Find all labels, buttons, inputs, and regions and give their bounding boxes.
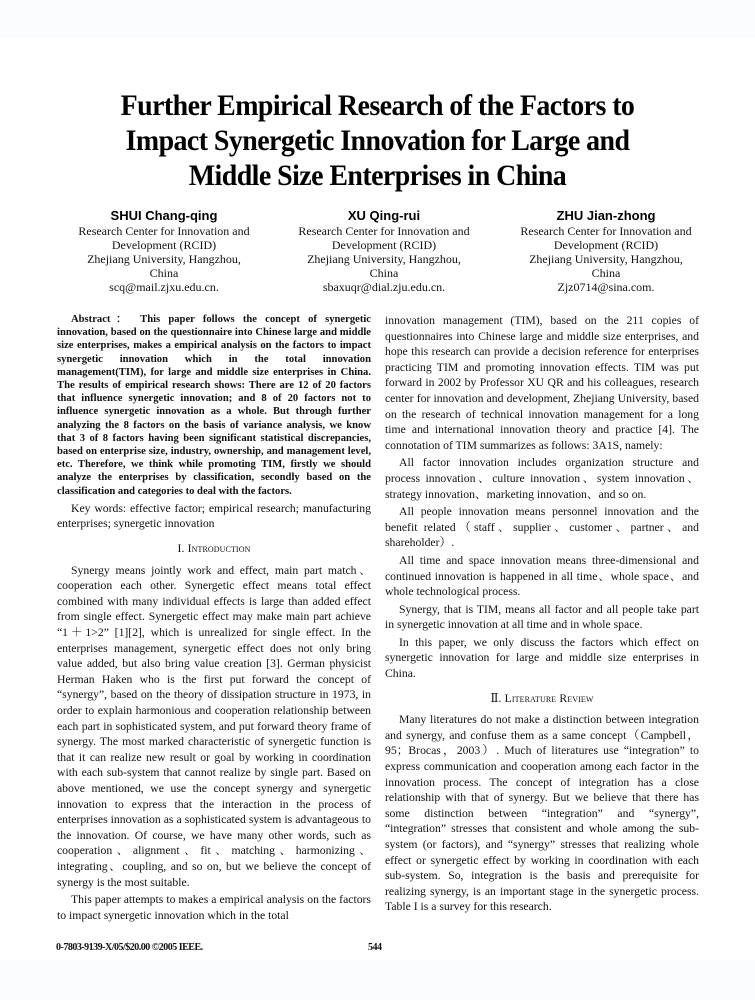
author-affiliation: Development (RCID) (111, 238, 217, 252)
keywords: Key words: effective factor; empirical research; manufacturing enterprises; synergetic innovation (57, 501, 371, 531)
section-heading-introduction: I. Introduction (177, 542, 251, 556)
paragraph-continued: innovation management (TIM), based on the 211 copies of questionnaires into Chinese large and middle size enterprises, and hope this research can provide a decision reference for enterprises practicing TIM and promoting innovation effects. TIM was put forward in 2002 by Professor XU QR and his colleagues, research center for innovation and development, Zhejiang University, based on the research of technical innovation management for a long time and international innovation theory and practice [4]. The connotation of TIM summarizes as follows: 3A1S, namely: (385, 314, 699, 452)
author-1 (44, 208, 284, 294)
author-3 (486, 208, 726, 294)
right-column (385, 313, 699, 915)
paragraph: Synergy means jointly work and effect, main part match、cooperation each other. Synergetic effect means total effect combined with many individual effects is large than added effect from single effect. Synergetic effect may make main part achieve “1＋1>2” [1][2], which is unrealized for single effect. In the enterprises management, synergetic effect does not only bring value added, but also bring value creation [3]. German physicist Herman Haken who is the first put forward the concept of “synergy”, based on the theory of dissipation structure in 1973, in order to explain harmonious and cooperation relationship between each part in sophisticated system, and put forward theory frame of synergy. The most marked characteristic of synergetic function is that it can realize new result or goal by working in coordination with each sub-system that cannot realize by single part. Based on above mentioned, we use the concept synergy and synergetic innovation to express that the interaction in the process of enterprises innovation as a sophisticated system is advantageous to the innovation. Of course, we have many other words, such as cooperation、alignment、fit、matching、harmonizing、integrating、coupling, and so on, but we believe the concept of synergy is the most suitable. (57, 563, 371, 889)
paragraph: This paper attempts to makes a empirical analysis on the factors to impact synergetic innovation which in the total (57, 893, 371, 922)
top-margin-band (0, 0, 755, 38)
author-affiliation: Zhejiang University, Hangzhou, (529, 252, 683, 266)
title-line: Middle Size Enterprises in China (188, 159, 567, 192)
title-line: Impact Synergetic Innovation for Large and (125, 124, 630, 157)
author-email: Zjz0714@sina.com. (557, 280, 655, 294)
author-affiliation: Development (RCID) (331, 238, 437, 252)
paragraph: All people innovation means personnel innovation and the benefit related（staff、supplier、customer、partner、and shareholder）. (385, 505, 699, 550)
section-heading-literature-review: Ⅱ. Literature Review (490, 691, 594, 705)
page-number: 544 (368, 942, 382, 953)
abstract: Abstract： This paper follows the concept of synergetic innovation, based on the questionnaire into Chinese large and middle size enterprises, makes a empirical analysis on the factors to impact synergetic innovation which in the total innovation management(TIM), for large and middle size enterprises in China. The results of empirical research shows: There are 12 of 20 factors that influence synergetic innovation; and 8 of 20 factors not to influence synergetic innovation as a whole. But through further analyzing the 8 factors on the basis of variance analysis, we know that 3 of 8 factors having been significant statistical discrepancies, based on enterprise size, industry, ownership, and management level, etc. Therefore, we think while promoting TIM, firstly we should analyze the enterprises by classification, secondly based on the classification and categories to deal with the factors. (57, 314, 371, 497)
author-affiliation: China (591, 266, 621, 280)
author-email: sbaxuqr@dial.zju.edu.cn. (322, 280, 446, 294)
author-name: SHUI Chang-qing (110, 208, 218, 223)
author-name: XU Qing-rui (347, 208, 421, 223)
left-column (57, 313, 371, 923)
author-affiliation: Research Center for Innovation and (78, 224, 250, 238)
author-email: scq@mail.zjxu.edu.cn. (109, 280, 219, 294)
paper-title (26, 88, 728, 193)
paragraph: All time and space innovation means three-dimensional and continued innovation is happened in all time、whole space、and whole technological process. (385, 553, 699, 599)
author-affiliation: Zhejiang University, Hangzhou, (307, 252, 461, 266)
author-2 (264, 208, 504, 294)
author-name: ZHU Jian-zhong (556, 208, 656, 223)
copyright-notice: 0-7803-9139-X/05/$20.00 ©2005 IEEE. (56, 942, 203, 953)
author-affiliation: Research Center for Innovation and (520, 224, 692, 238)
paragraph: Synergy, that is TIM, means all factor and all people take part in synergetic innovation at all time and in whole space. (385, 602, 699, 632)
paragraph: All factor innovation includes organization structure and process innovation、culture innovation、system innovation、strategy innovation、marketing innovation、and so on. (385, 456, 699, 501)
bottom-margin-band (0, 960, 755, 1000)
paragraph: In this paper, we only discuss the factors which effect on synergetic innovation for large and middle size enterprises in China. (385, 635, 699, 681)
author-affiliation: Development (RCID) (553, 238, 659, 252)
author-affiliation: China (369, 266, 399, 280)
paragraph: Many literatures do not make a distinction between integration and synergy, and confuse them as a same concept（Campbell，95；Brocas，2003）. Much of literatures use “integration” to express communication and cooperation among each factor in the innovation process. The concept of integration has a close relationship with that of synergy. But we believe that there has some distinction between “integration” and “synergy”, “integration” stresses that consistent and whole among the sub-system (or factors), and “synergy” stresses that realizing whole effect or synergetic effect by working in coordination with each sub-system. So, integration is the basis and prerequisite for realizing synergy, is an important stage in the synergetic process. Table I is a survey for this research. (385, 713, 700, 914)
title-line: Further Empirical Research of the Factors to (120, 89, 635, 122)
author-affiliation: Research Center for Innovation and (298, 224, 470, 238)
author-affiliation: Zhejiang University, Hangzhou, (87, 252, 241, 266)
author-affiliation: China (149, 266, 179, 280)
